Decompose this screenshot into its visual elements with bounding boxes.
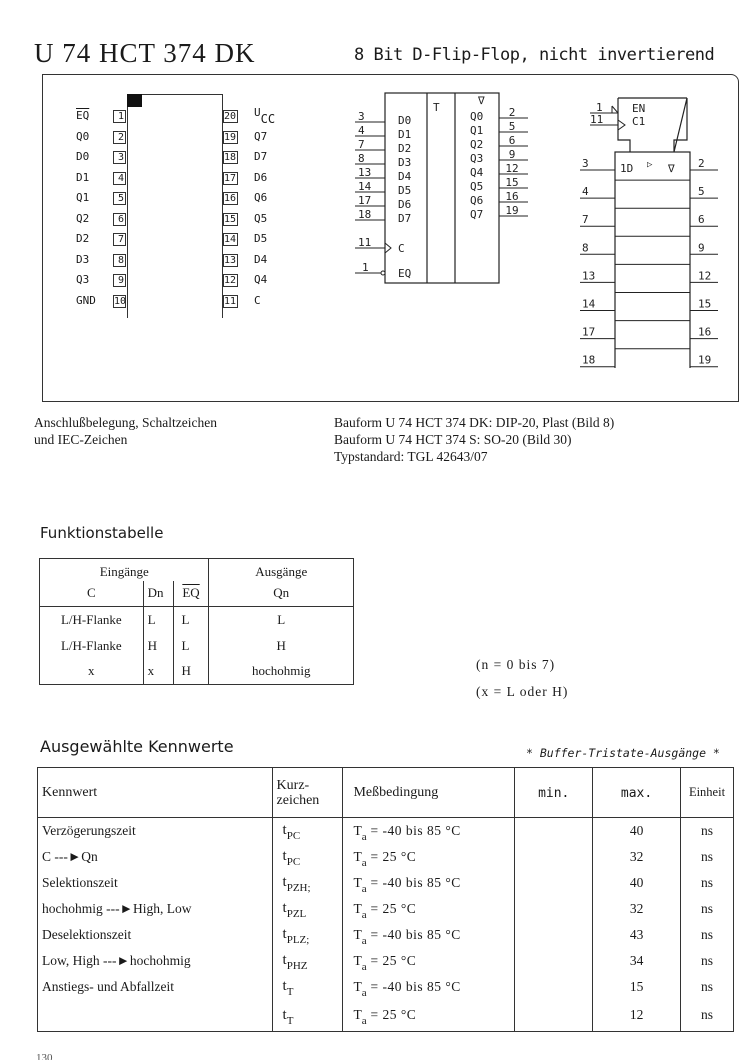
logic-output-label: Q2 [470,138,484,151]
part-description: 8 Bit D-Flip-Flop, nicht invertierend [354,45,715,65]
caption-type-standard: Typstandard: TGL 42643/07 [334,449,488,464]
header-min: min. [515,768,593,818]
col-header-dn: Dn [143,581,173,607]
logic-input-label: D0 [398,114,412,127]
symbol-base: t [282,822,287,839]
cell-qn: H [209,633,354,659]
pin-label-right: D7 [254,150,268,163]
cell-einheit: ns [680,870,733,896]
iec-input-pin: 17 [582,325,596,339]
characteristics-row [38,948,734,974]
logic-input-pin: 13 [358,166,372,179]
iec-input-pin: 18 [582,353,596,367]
col-header-c: C [40,581,144,607]
caption-left-line1: Anschlußbelegung, Schaltzeichen [34,415,217,430]
symbol-base: t [282,848,287,864]
iec-output-pin: 5 [698,185,705,199]
group-header-inputs: Eingänge [40,559,209,581]
enable-mark-icon [612,106,618,113]
inversion-bubble-icon [381,271,385,275]
cond-subscript: a [361,960,367,973]
logic-output-label: Q4 [470,166,484,179]
function-table-title: Funktionstabelle [40,524,164,542]
iec-output-pin: 12 [698,269,712,283]
cell-dn: H [143,633,173,659]
cell-eq: L [173,633,209,659]
pin-number-left: 6 [113,213,126,226]
iec-output-pin: 2 [698,157,705,170]
symbol-base: t [282,926,287,942]
pin-label-left: D2 [76,232,90,245]
pin-number-right: 16 [224,193,237,204]
cond-symbol: T [353,952,362,968]
iec-symbol [570,68,720,368]
cond-symbol: T [353,1007,362,1023]
characteristics-row [38,1000,734,1032]
cell-messbedingung [343,948,515,974]
symbol-subscript: PLZ; [286,934,310,946]
cond-subscript: a [361,908,367,921]
pin-number-right: 19 [224,131,237,143]
cell-qn: L [209,607,354,633]
cond-subscript: a [361,1015,367,1028]
characteristics-note: * Buffer-Tristate-Ausgänge * [526,746,720,760]
logic-input-label: D5 [398,184,412,197]
pin-number-right: 17 [224,172,237,184]
pin1-marker [127,94,142,107]
pin-label-left: GND [76,293,96,307]
cell-c: L/H-Flanke [40,607,144,633]
symbol-subscript: T [286,1014,294,1027]
cell-eq: L [173,607,209,633]
iec-output-pin: 19 [698,353,712,367]
logic-input-label: D3 [398,156,412,169]
symbol-base: t [282,952,287,968]
cond-subscript: a [361,856,367,869]
logic-input-label: D2 [398,142,412,155]
function-table-row [40,607,354,633]
pin-label-left: D1 [76,170,90,184]
logic-enable-label: EQ [398,267,412,280]
cell-dn: x [143,659,173,685]
cell-c: x [40,659,144,685]
symbol-base: t [282,874,287,890]
pin-number-left: 4 [113,172,126,185]
cond-value: = -40 bis 85 °C [366,874,461,890]
tristate-icon: ∇ [478,94,485,107]
pin-label-right: UCC [254,106,276,126]
cell-max: 12 [593,1000,681,1032]
clock-edge-icon [618,120,625,130]
cell-kennwert: Deselektionszeit [38,922,273,948]
clock-edge-icon [385,243,391,253]
symbol-base: t [282,978,287,994]
cell-min [515,844,593,870]
cell-einheit: ns [680,974,733,1000]
characteristics-table [37,767,734,1032]
cell-max: 40 [593,870,681,896]
characteristics-row [38,922,734,948]
pin-number-left: 7 [113,233,126,246]
cell-min [515,948,593,974]
symbol-subscript: T [286,986,294,998]
logic-input-label: D6 [398,198,412,211]
logic-output-label: Q0 [470,110,484,123]
col-header-eq: $\overline{EQ}$ [173,581,209,607]
logic-t-label: T [433,101,440,114]
symbol-base: t [282,1006,287,1023]
function-table-row [40,633,354,659]
characteristics-row [38,844,734,870]
iec-c1-label: C1 [632,115,646,128]
iec-output-pin: 6 [698,213,705,227]
logic-output-label: Q7 [470,208,484,221]
logic-output-pin: 2 [508,106,516,119]
pin-label-right: Q7 [254,129,268,143]
cond-subscript: a [361,830,367,843]
logic-input-pin: 17 [358,194,372,207]
cell-kurzzeichen [272,948,343,974]
logic-input-pin: 7 [358,138,365,151]
pin-number-right: 18 [224,152,237,163]
note-n-range: (n = 0 bis 7) [476,657,556,672]
logic-symbol [350,88,540,288]
cond-value: = 25 °C [366,952,417,968]
logic-input-label: D1 [398,128,412,141]
cell-einheit: ns [680,1000,733,1032]
clock-ref-icon: ▷ [647,160,653,170]
header-kurzzeichen-line2: zeichen [276,792,320,808]
cell-messbedingung [343,818,515,844]
logic-output-pin: 16 [505,190,519,203]
col-header-qn: Qn [209,581,354,607]
cell-messbedingung [343,922,515,948]
characteristics-row [38,870,734,896]
header-kurzzeichen [272,768,343,818]
cell-einheit: ns [680,922,733,948]
pin-label-right: D6 [254,170,268,184]
cond-symbol: T [353,900,362,916]
logic-input-pin: 8 [358,152,365,165]
cell-messbedingung [343,870,515,896]
cond-symbol: T [353,874,362,890]
cell-messbedingung [343,1000,515,1032]
pin-label-right: D5 [254,232,268,245]
function-table [39,558,354,685]
iec-input-pin: 13 [582,269,596,283]
caption-right [334,414,614,465]
pin-label-right: Q6 [254,191,268,204]
logic-output-pin: 5 [508,120,516,133]
iec-input-pin: 7 [582,213,589,227]
cell-min [515,974,593,1000]
pin-number-right: 13 [224,254,237,266]
header-kurzzeichen-line1: Kurz- [276,777,310,793]
cell-messbedingung [343,844,515,870]
cell-min [515,1000,593,1032]
cell-einheit: ns [680,818,733,844]
cond-value: = 25 °C [366,900,417,916]
logic-clock-pin: 11 [358,236,372,249]
characteristics-row [38,896,734,922]
logic-input-pin: 14 [358,180,372,193]
pin-label-left: D0 [76,150,90,163]
logic-input-pin: 4 [358,124,365,137]
cond-value: = -40 bis 85 °C [366,926,461,942]
pin-number-right: 14 [224,234,237,245]
cond-symbol: T [353,926,362,942]
logic-enable-pin: 1 [362,261,369,274]
pin-label-left: D3 [76,252,90,266]
cell-messbedingung [343,896,515,922]
iec-input-pin: 14 [582,297,596,311]
logic-input-label: D7 [398,212,412,225]
cell-qn: hochohmig [209,659,354,685]
cell-kurzzeichen [272,844,343,870]
pin-number-right: 20 [224,111,237,122]
cell-min [515,896,593,922]
cell-kennwert [38,1000,273,1032]
cell-kennwert: Anstiegs- und Abfallzeit [38,974,273,1000]
caption-package-so: Bauform U 74 HCT 374 S: SO-20 (Bild 30) [334,432,572,447]
cond-subscript: a [361,882,367,895]
pin-label-right: D4 [254,252,268,266]
tristate-icon: ∇ [668,162,675,175]
cell-kurzzeichen [272,818,343,844]
logic-input-pin: 18 [358,208,372,221]
pin-number-left: 5 [113,192,126,205]
symbol-subscript: PZH; [286,882,311,894]
ic-package-body [127,94,223,318]
cell-max: 34 [593,948,681,974]
characteristics-title: Ausgewählte Kennwerte [40,737,234,756]
cell-max: 15 [593,974,681,1000]
function-table-row [40,659,354,685]
caption-left [34,414,217,448]
iec-output-pin: 15 [698,297,712,311]
cond-value: = 25 °C [366,848,417,864]
symbol-subscript: PHZ [286,960,308,972]
cell-eq: H [173,659,209,685]
symbol-subscript: PZL [286,908,307,920]
iec-input-pin: 4 [582,185,589,199]
logic-output-label: Q1 [470,124,484,137]
page-number: 130 [36,1052,53,1060]
logic-output-label: Q5 [470,180,484,193]
iec-output-pin: 9 [698,241,705,255]
iec-c1-pin: 11 [590,113,604,126]
cond-symbol: T [353,822,362,838]
cond-value: = 25 °C [366,1007,417,1023]
logic-output-pin: 12 [505,162,519,175]
pin-number-left: 2 [113,131,126,144]
cell-min [515,870,593,896]
iec-en-label: EN [632,102,646,115]
characteristics-row [38,974,734,1000]
cell-einheit: ns [680,896,733,922]
cell-kennwert: C ---►Qn [38,844,273,870]
iec-input-pin: 8 [582,241,589,255]
cell-max: 43 [593,922,681,948]
pin-number-left: 8 [113,254,126,267]
pin-label-left: Q2 [76,211,90,225]
cond-subscript: a [361,934,367,947]
cell-max: 40 [593,818,681,844]
characteristics-row [38,818,734,844]
cell-kurzzeichen [272,922,343,948]
caption-left-line2: und IEC-Zeichen [34,432,128,447]
header-kennwert: Kennwert [38,768,273,818]
iec-1d-label: 1D [620,162,634,175]
cell-messbedingung [343,974,515,1000]
logic-output-label: Q6 [470,194,484,207]
iec-input-pin: 3 [582,157,589,170]
pin-number-left: 1 [113,110,126,123]
header-max: max. [593,768,681,818]
pin-label-right: C [254,293,261,307]
group-header-outputs: Ausgänge [209,559,354,581]
pin-number-right: 12 [224,275,237,286]
cell-einheit: ns [680,844,733,870]
cell-einheit: ns [680,948,733,974]
cell-kennwert: hochohmig ---►High, Low [38,896,273,922]
cond-subscript: a [361,986,367,999]
pin-label-right: Q4 [254,273,268,286]
logic-output-pin: 15 [505,176,519,189]
cond-symbol: T [353,978,362,994]
cell-kurzzeichen [272,974,343,1000]
part-number-title: U 74 HCT 374 DK [34,38,256,68]
cond-symbol: T [353,848,362,864]
cell-kennwert: Selektionszeit [38,870,273,896]
logic-output-pin: 9 [508,148,516,161]
symbol-subscript: PC [286,830,301,843]
logic-output-pin: 6 [508,134,516,147]
cell-c: L/H-Flanke [40,633,144,659]
cell-kurzzeichen [272,870,343,896]
logic-output-pin: 19 [505,204,519,217]
logic-clock-label: C [398,242,405,255]
cell-kurzzeichen [272,1000,343,1032]
pin-label-left: $\overline{EQ}$ [76,109,90,122]
cond-value: = -40 bis 85 °C [366,822,461,838]
cell-kennwert: Verzögerungszeit [38,818,273,844]
cell-min [515,922,593,948]
pin-label-left: Q3 [76,273,90,286]
cell-kennwert: Low, High ---►hochohmig [38,948,273,974]
pin-number-left: 10 [114,295,127,307]
cell-kurzzeichen [272,896,343,922]
note-x-meaning: (x = L oder H) [476,684,569,699]
logic-input-pin: 3 [358,110,365,123]
header-messbedingung: Meßbedingung [343,768,515,818]
pin-label-right: Q5 [254,211,268,225]
pin-number-left: 9 [113,274,126,287]
header-einheit: Einheit [680,768,733,818]
logic-input-label: D4 [398,170,412,183]
iec-en-pin: 1 [596,101,603,114]
pin-label-left: Q0 [76,129,90,143]
caption-package-dip: Bauform U 74 HCT 374 DK: DIP-20, Plast (Bild 8) [334,415,615,430]
cell-dn: L [143,607,173,633]
cell-max: 32 [593,896,681,922]
pin-number-left: 3 [113,151,126,164]
pin-label-left: Q1 [76,191,90,204]
pin-number-right: 15 [224,213,237,225]
cell-max: 32 [593,844,681,870]
pin-number-right: 11 [224,295,237,307]
iec-output-pin: 16 [698,325,712,339]
cond-value: = -40 bis 85 °C [366,978,461,994]
cell-min [515,818,593,844]
logic-output-label: Q3 [470,152,484,165]
symbol-base: t [282,900,287,916]
symbol-subscript: PC [286,856,301,868]
